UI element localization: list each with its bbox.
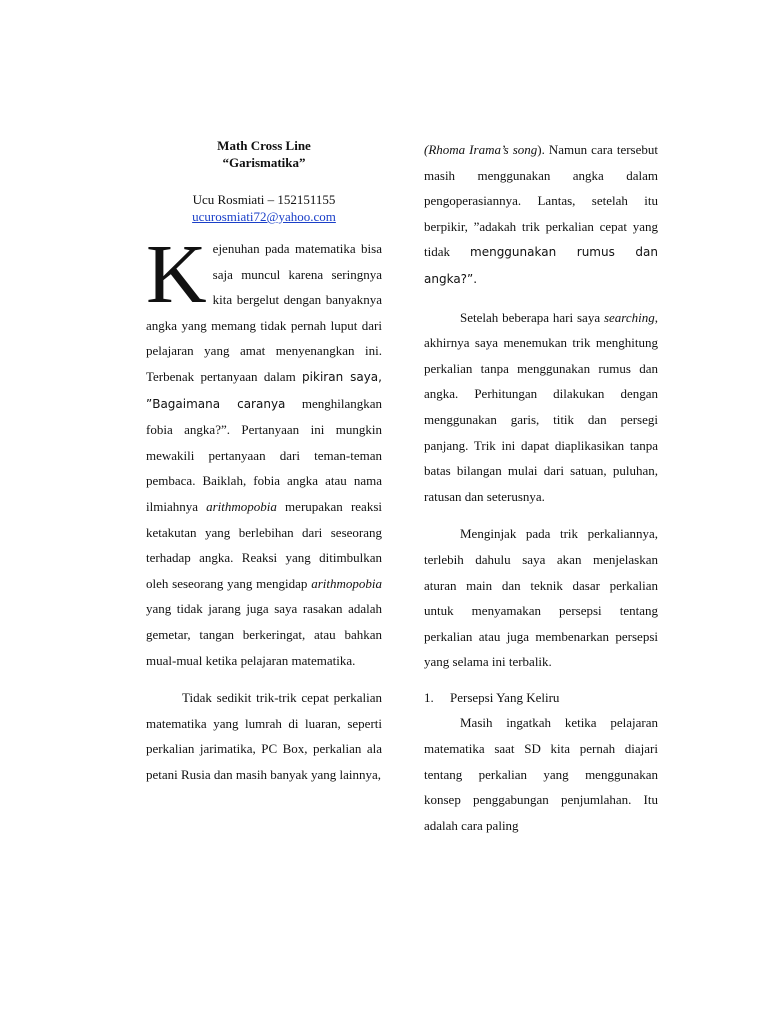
left-column (146, 137, 382, 787)
right-column (424, 137, 658, 838)
section-title: Persepsi Yang Keliru (450, 689, 560, 705)
paragraph-rules: Menginjak pada trik perkaliannya, terlebih dahulu saya akan menjelaskan aturan main dan teknik dasar perkalian untuk menyamakan persepsi tentang perkalian atau juga membenarkan persepsi yang selama ini terbalik. (424, 526, 658, 670)
paragraph-continuation: (Rhoma Irama’s song). Namun cara tersebut masih menggunakan angka dalam pengoperasiannya. Lantas, setelah itu berpikir, ”adakah trik perkalian cepat yang tidak menggunakan rumus dan angka?”. (424, 142, 659, 286)
paper-title: Math Cross Line (217, 138, 311, 153)
author-email-link[interactable]: ucurosmiati72@yahoo.com (192, 209, 336, 224)
paragraph-searching: Setelah beberapa hari saya searching, akhirnya saya menemukan trik menghitung perkalian tanpa menggunakan rumus dan angka. Perhitungan dilakukan dengan menggunakan garis, titik dan persegi panjang. Trik ini dapat diaplikasikan tanpa batas bilangan mulai dari satuan, puluhan, ratusan dan seterusnya. (424, 309, 658, 504)
paragraph-tricks: Tidak sedikit trik-trik cepat perkalian matematika yang lumrah di luaran, seperti perkalian jarimatika, PC Box, perkalian ala petani Rusia dan masih banyak yang lainnya, (146, 690, 382, 782)
paragraph-perception: Masih ingatkah ketika pelajaran matematika saat SD kita pernah diajari tentang perkalian yang menggunakan konsep penggabungan penjumlahan. Itu adalah cara paling (424, 715, 658, 833)
section-heading (424, 685, 658, 711)
author-name: Ucu Rosmiati – 152151155 (192, 192, 336, 207)
title-block (146, 137, 382, 171)
dropcap-letter: K (146, 228, 207, 321)
section-number: 1. (424, 689, 434, 705)
intro-paragraph: Kejenuhan pada matematika bisa saja muncul karena seringnya kita bergelut dengan banyaknya angka yang memang tidak pernah luput dari pelajaran yang amat menyenangkan ini. Terbenak pertanyaan dalam pikiran saya, ”Bagaimana caranya menghilangkan fobia angka?”. Pertanyaan ini mungkin mewakili pertanyaan dari teman-teman pembaca. Baiklah, fobia angka atau nama ilmiahnya arithmopobia merupakan reaksi ketakutan yang berlebihan dari seseorang terhadap angka. Reaksi yang ditimbulkan oleh seseorang yang mengidap arithmopobia yang tidak jarang juga saya rasakan adalah gemetar, tangan berkeringat, atau bahkan mual-mual ketika pelajaran matematika. (146, 228, 382, 668)
author-block (146, 191, 382, 225)
paper-subtitle: “Garismatika” (222, 155, 306, 170)
